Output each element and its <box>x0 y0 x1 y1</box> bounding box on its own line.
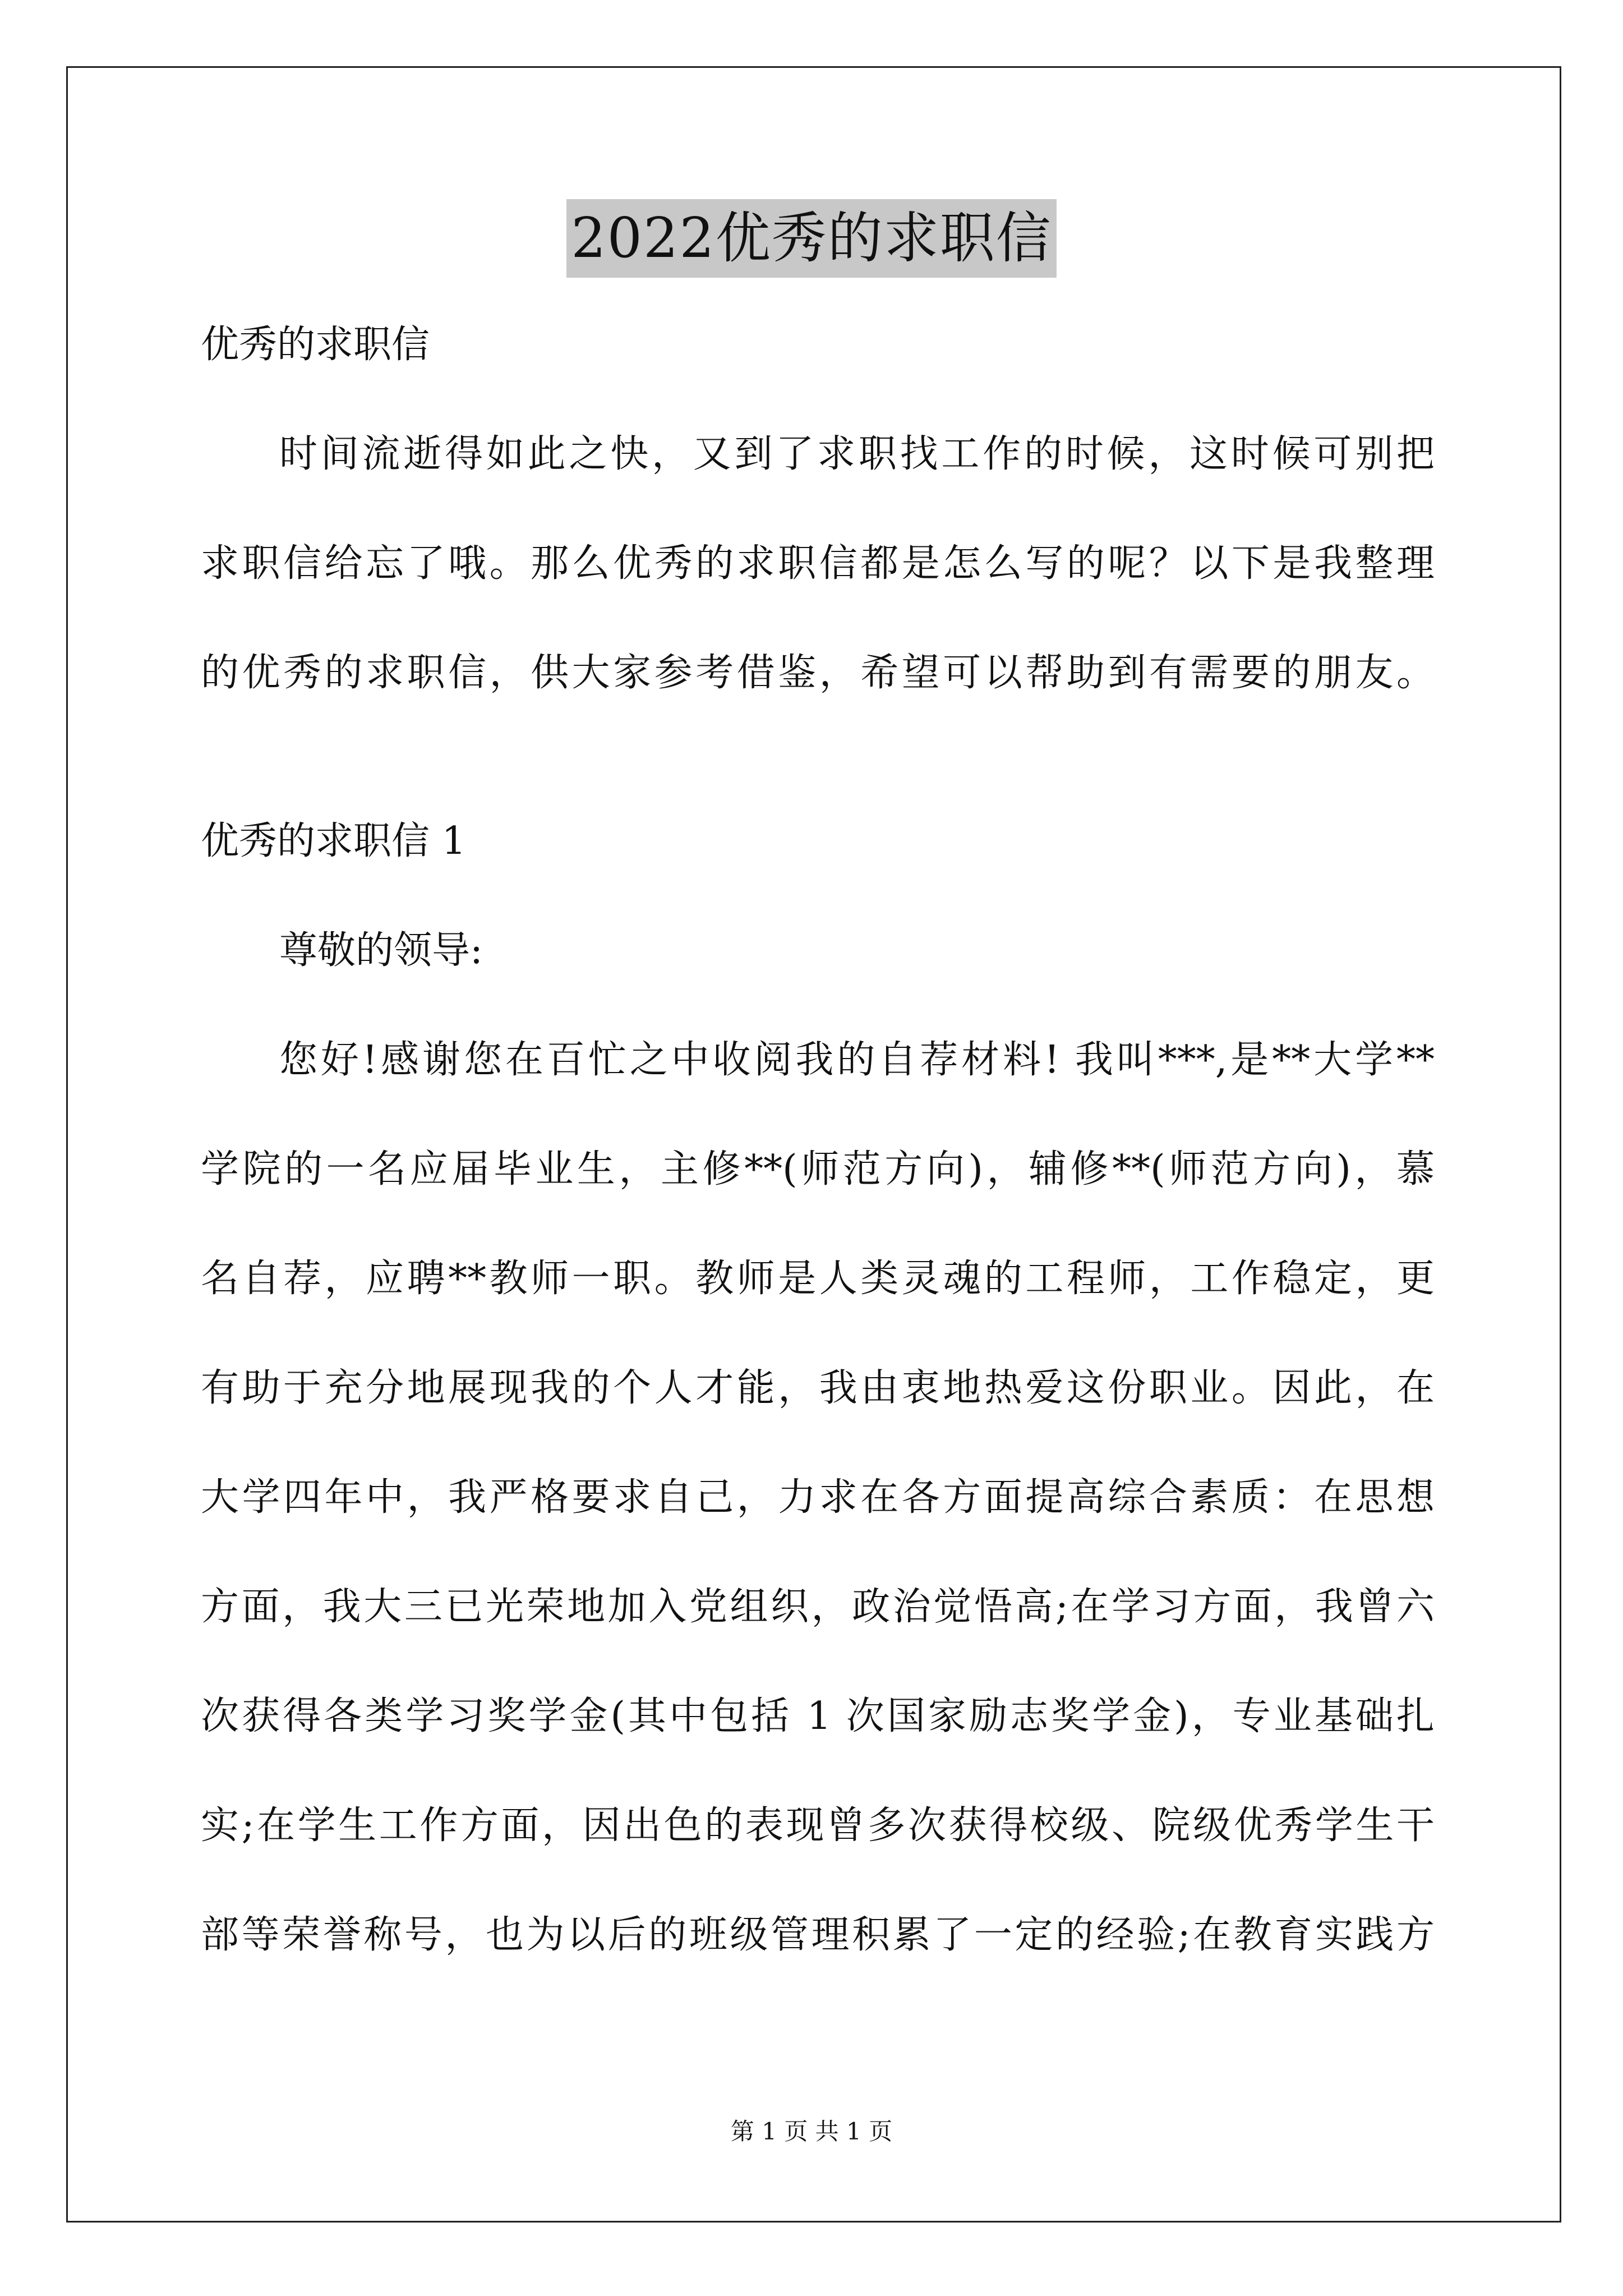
paragraph-line: 您好!感谢您在百忙之中收阅我的自荐材料! 我叫***,是**大学** <box>279 1038 1435 1082</box>
section-heading: 优秀的求职信 1 <box>201 819 466 863</box>
document-body <box>201 317 1435 2017</box>
paragraph-gap <box>201 754 1435 813</box>
paragraph-line: 大学四年中，我严格要求自己，力求在各方面提高综合素质：在思想 <box>201 1475 1435 1520</box>
page-footer: 第 1 页 共 1 页 <box>730 2118 893 2145</box>
paragraph-line: 有助于充分地展现我的个人才能，我由衷地热爱这份职业。因此，在 <box>201 1366 1435 1410</box>
salutation: 尊敬的领导: <box>279 928 483 973</box>
paragraph-line: 方面，我大三已光荣地加入党组织，政治觉悟高;在学习方面，我曾六 <box>201 1585 1435 1629</box>
paragraph-line: 实;在学生工作方面，因出色的表现曾多次获得校级、院级优秀学生干 <box>201 1803 1435 1848</box>
paragraph-line: 学院的一名应届毕业生，主修**(师范方向)，辅修**(师范方向)，慕 <box>201 1147 1435 1191</box>
paragraph-line: 时间流逝得如此之快，又到了求职找工作的时候，这时候可别把 <box>279 432 1435 476</box>
paragraph-line: 求职信给忘了哦。那么优秀的求职信都是怎么写的呢？以下是我整理 <box>201 541 1435 586</box>
section-heading: 优秀的求职信 <box>201 323 430 367</box>
document-title: 2022优秀的求职信 <box>566 199 1056 278</box>
paragraph-line: 次获得各类学习奖学金(其中包括 1 次国家励志奖学金)，专业基础扎 <box>201 1694 1435 1738</box>
paragraph-line: 的优秀的求职信，供大家参考借鉴，希望可以帮助到有需要的朋友。 <box>201 651 1435 695</box>
title-container <box>0 199 1623 278</box>
paragraph-line: 名自荐，应聘**教师一职。教师是人类灵魂的工程师，工作稳定，更 <box>201 1257 1435 1301</box>
paragraph-line: 部等荣誉称号，也为以后的班级管理积累了一定的经验;在教育实践方 <box>201 1913 1435 1957</box>
